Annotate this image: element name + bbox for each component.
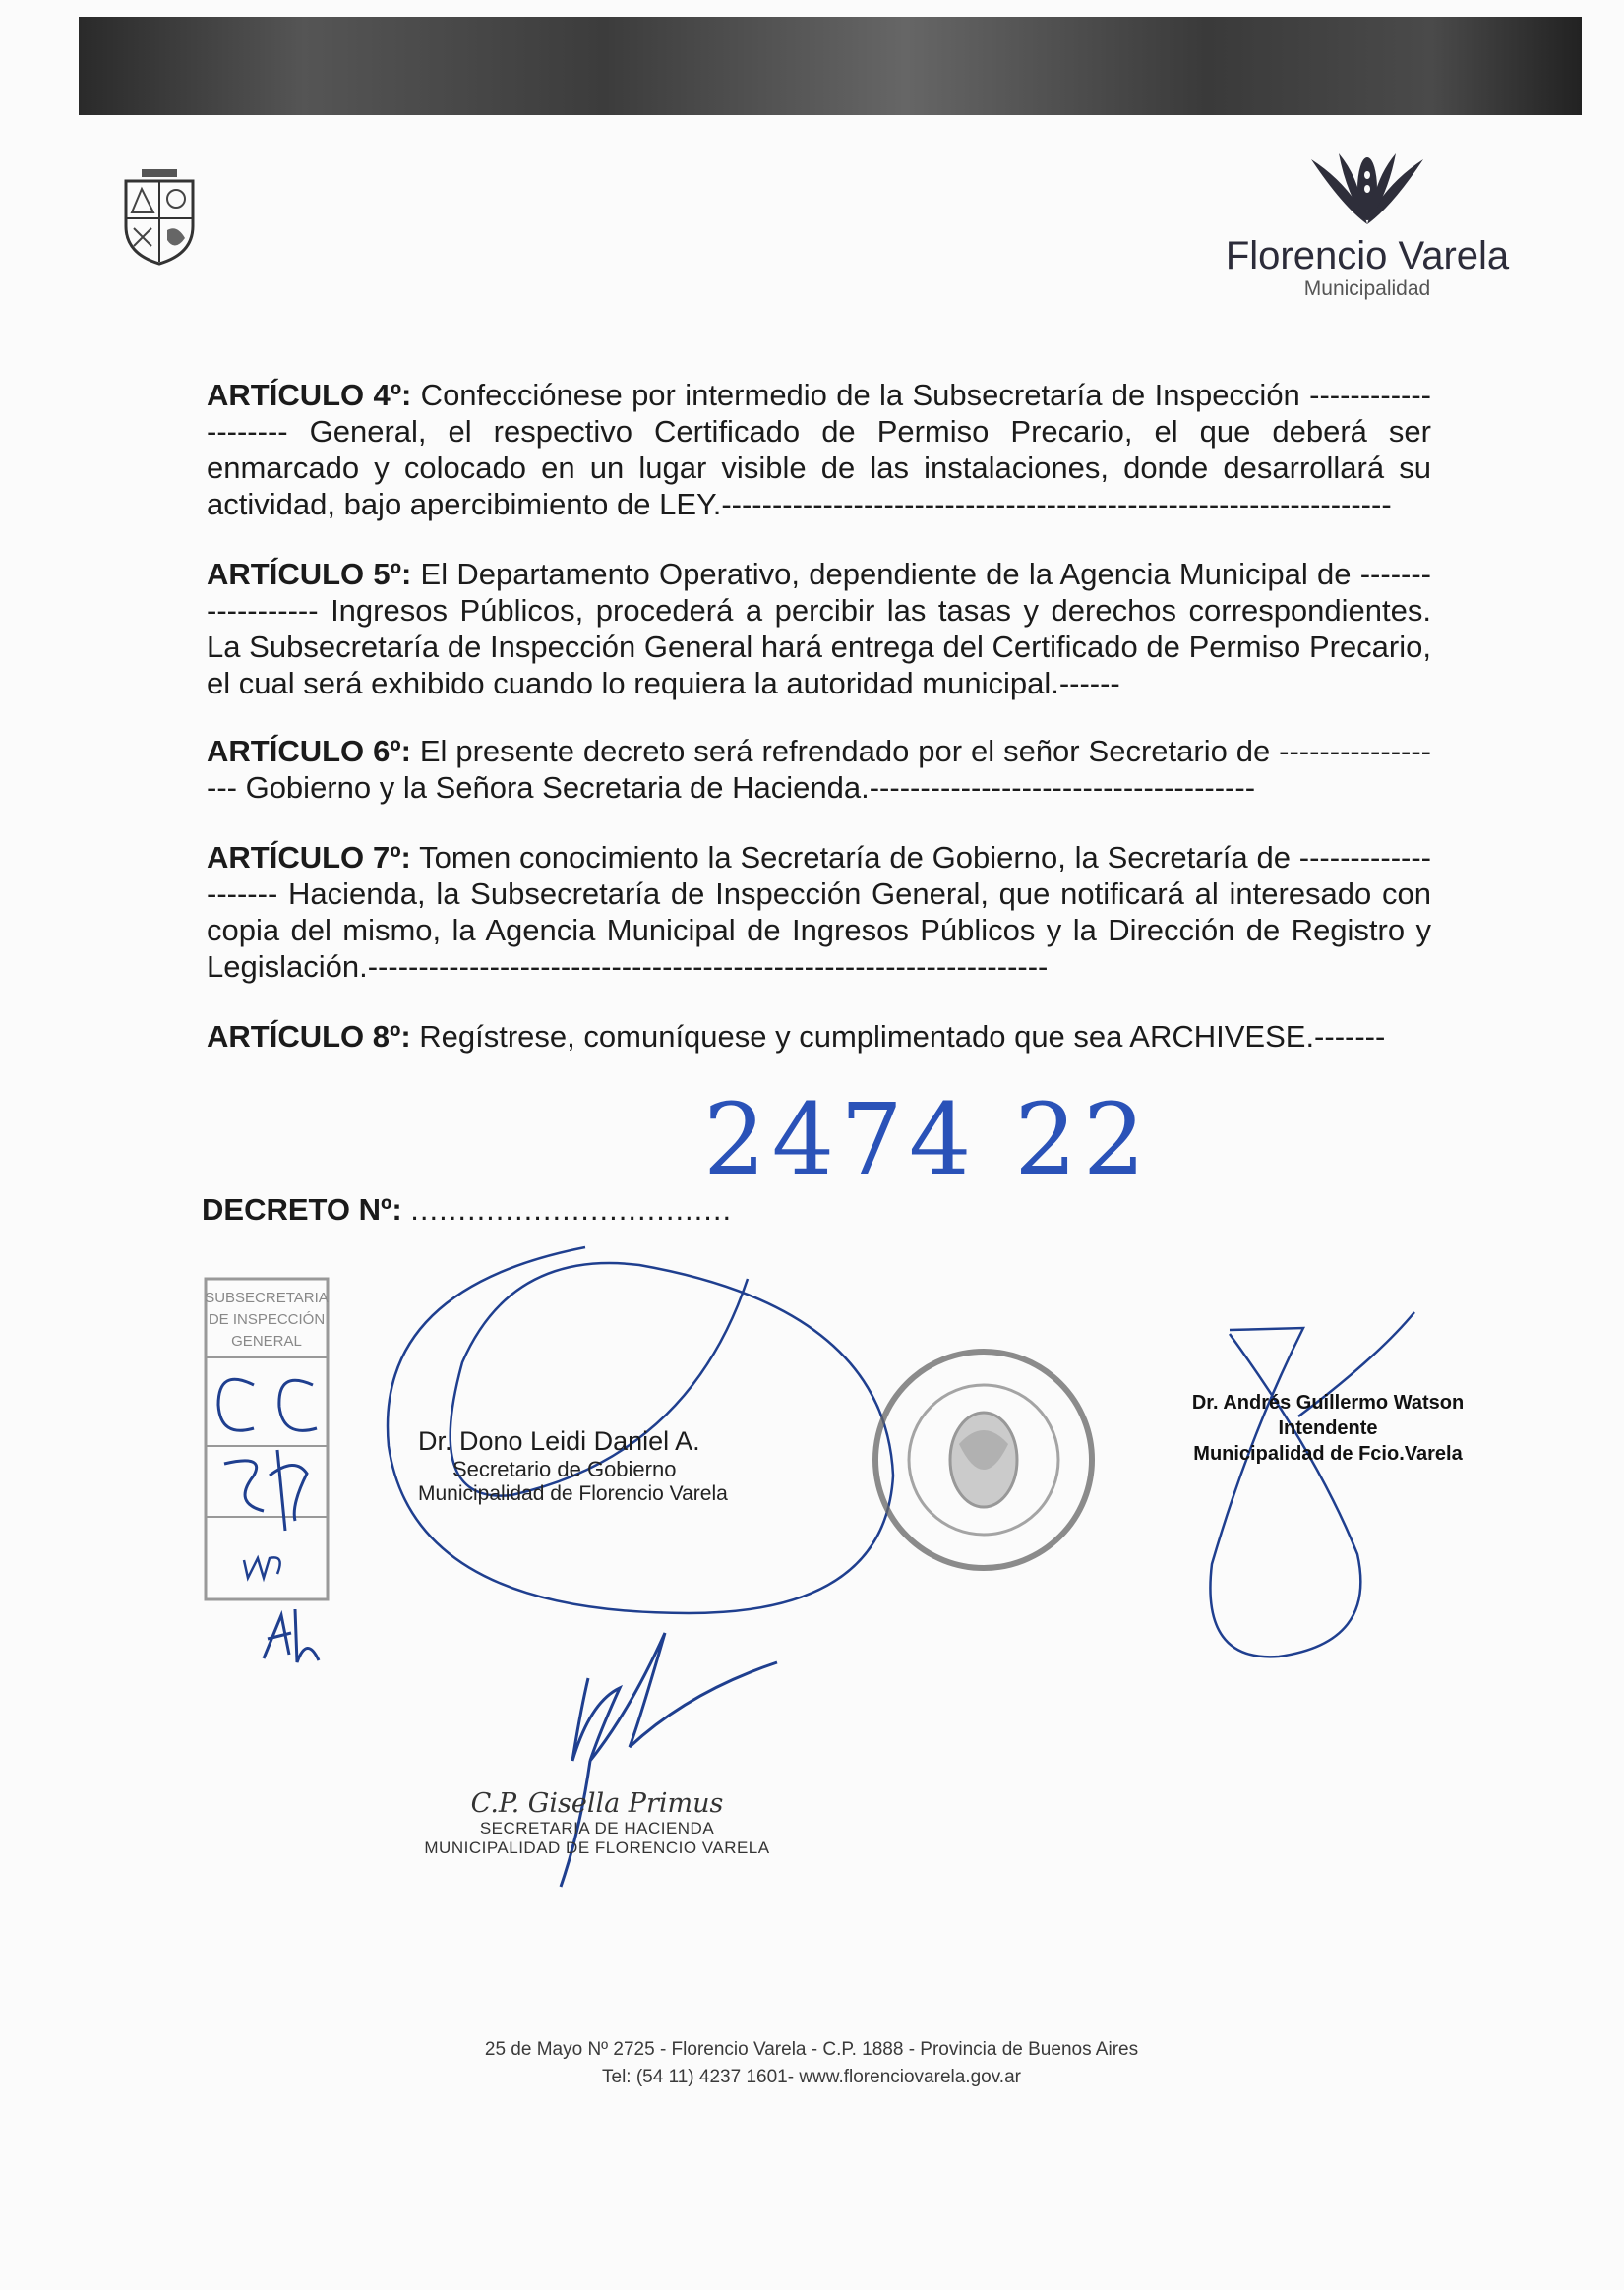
footer-line-2: Tel: (54 11) 4237 1601- www.florenciovarela.gov.ar — [602, 2067, 1021, 2087]
initials-cc — [218, 1379, 317, 1430]
secretario-org: Municipalidad de Florencio Varela — [418, 1482, 728, 1505]
decree-label: DECRETO Nº: — [202, 1192, 402, 1227]
article-text: El Departamento Operativo, dependiente de la Agencia Municipal de ------------------ Ingresos Públicos, procederá a percibir las tasas y derechos correspondientes. La Subsecretaría de Inspección General hará entrega del Certificado de Permiso Precario, el cual será exhibido cuando lo requiera la autoridad municipal.------ — [207, 557, 1431, 700]
article-text: El presente decreto será refrendado por el señor Secretario de ------------------ Gobierno y la Señora Secretaria de Hacienda.-------------------------------------- — [207, 734, 1431, 805]
decree-dots: .................................. — [410, 1192, 733, 1227]
hacienda-org: MUNICIPALIDAD DE FLORENCIO VARELA — [424, 1838, 770, 1857]
intendente-name: Dr. Andrés Guillermo Watson — [1191, 1392, 1465, 1414]
initials-ah — [264, 1609, 319, 1662]
stamp-line-3: GENERAL — [231, 1333, 302, 1350]
signature-block-intendente — [1175, 1390, 1480, 1467]
secretario-title: Secretario de Gobierno — [452, 1457, 677, 1481]
signature-block-hacienda — [415, 1788, 779, 1858]
stamp-line-2: DE INSPECCIÓN — [208, 1311, 326, 1328]
logo-name: Florencio Varela — [1225, 234, 1510, 277]
signature-block-secretario — [418, 1426, 792, 1506]
footer-address — [295, 2036, 1328, 2091]
article-label: ARTÍCULO 8º: — [207, 1019, 411, 1054]
article-label: ARTÍCULO 6º: — [207, 734, 411, 768]
intendente-org: Municipalidad de Fcio.Varela — [1193, 1443, 1463, 1465]
article-text: Tomen conocimiento la Secretaría de Gobierno, la Secretaría de -------------------- Hacienda, la Subsecretaría de Inspección General, que notificará al interesado con copia del mismo, la Agencia Municipal de Ingresos Públicos y la Dirección de Registro y Legislación.------------------------------------------------------------------- — [207, 840, 1431, 984]
hacienda-title: SECRETARIA DE HACIENDA — [479, 1819, 715, 1838]
decree-number-stamp: 2474 22 — [703, 1082, 1152, 1197]
article-label: ARTÍCULO 5º: — [207, 557, 412, 591]
hacienda-name: C.P. Gisella Primus — [470, 1788, 724, 1819]
article-label: ARTÍCULO 4º: — [207, 378, 412, 412]
initials-m — [244, 1557, 280, 1578]
signature-intendente — [1210, 1312, 1414, 1657]
article-text: Regístrese, comuníquese y cumplimentado que sea ARCHIVESE.------- — [410, 1019, 1386, 1054]
intendente-title: Intendente — [1278, 1417, 1378, 1439]
official-seal — [875, 1352, 1092, 1568]
secretario-name: Dr. Dono Leidi Daniel A. — [418, 1426, 700, 1456]
article-text: Confecciónese por intermedio de la Subsecretaría de Inspección -------------------- General, el respectivo Certificado de Permiso Precario, el que deberá ser enmarcado y colocado en un lugar visible de las instalaciones, donde desarrollará su actividad, bajo apercibimiento de LEY.------------------------------------------------------------------ — [207, 378, 1431, 521]
footer-line-1: 25 de Mayo Nº 2725 - Florencio Varela - C.P. 1888 - Provincia de Buenos Aires — [484, 2039, 1139, 2060]
stamp-line-1: SUBSECRETARIA — [205, 1290, 329, 1306]
logo-subtitle: Municipalidad — [1303, 277, 1431, 300]
article-label: ARTÍCULO 7º: — [207, 840, 411, 874]
initials-fh — [224, 1450, 307, 1531]
